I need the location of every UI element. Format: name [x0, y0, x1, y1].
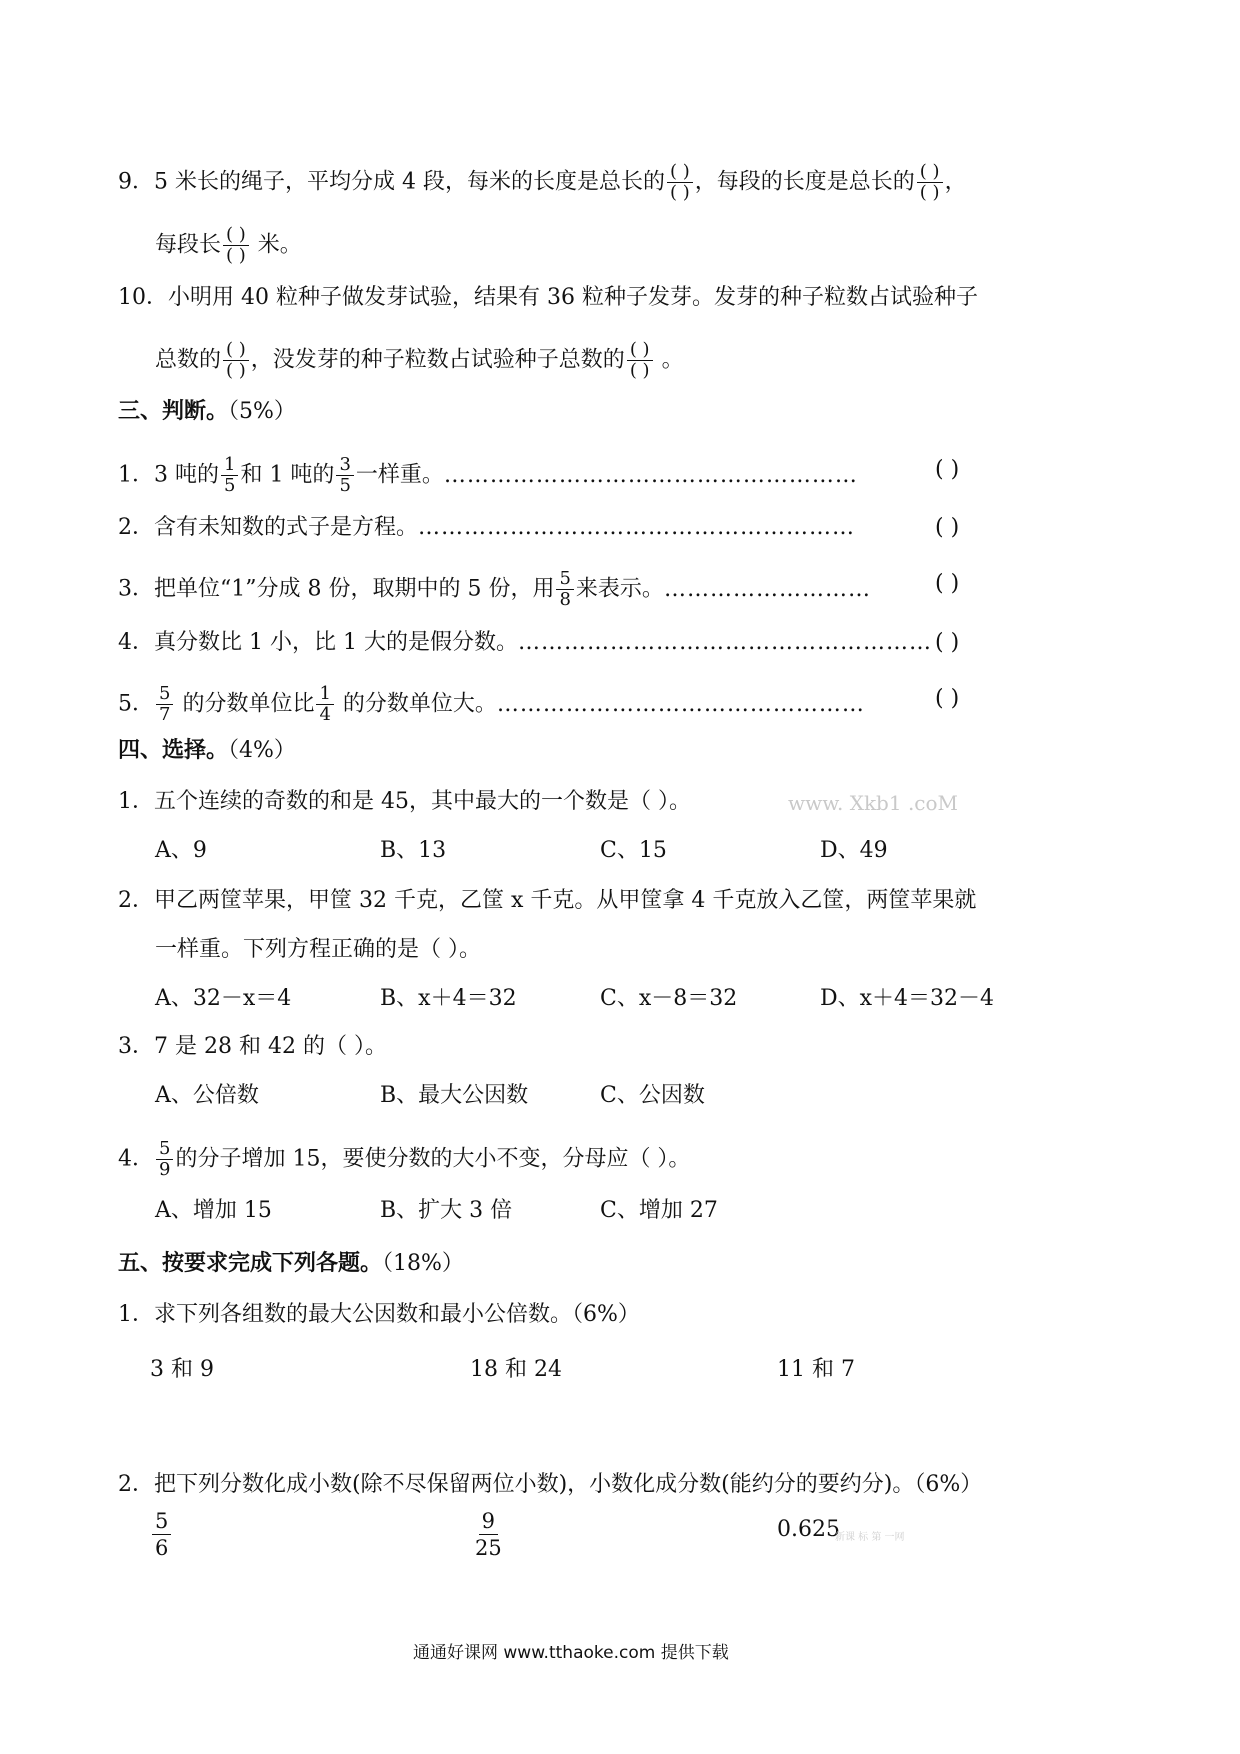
s4-q4-fraction: $\frac{5}{9}$ — [156, 1139, 173, 1180]
s3-item-5 — [118, 684, 865, 725]
s4-q2-line2: 一样重。下列方程正确的是（ ）。 — [155, 937, 481, 962]
q9-text-part2: ，每段的长度是总长的 — [694, 169, 915, 195]
s3-item-5-text-a: 的分数单位比 — [175, 691, 315, 717]
s3-item-2-number: 2． — [118, 515, 154, 540]
s3-item-1 — [118, 455, 858, 496]
watermark-small-text: 新课 标 第 一网 — [835, 1532, 905, 1543]
s3-item-1-text-b: 和 1 吨的 — [240, 462, 335, 488]
s3-item-1-text-c: 一样重。 — [355, 462, 444, 488]
q10-blank-fraction-1: $\frac{( )}{( )}$ — [223, 340, 249, 381]
s4-q1-option-b[interactable]: B、13 — [380, 838, 447, 863]
s3-item-2-text-a: 含有未知数的式子是方程。 — [154, 515, 419, 540]
s5-q1-item-1: 3 和 9 — [150, 1357, 214, 1382]
s3-item-1-leader-dots: ……………………………………………… — [443, 462, 858, 488]
q10-line1 — [118, 283, 978, 313]
section3-weight: （5%） — [228, 399, 296, 424]
q9-text-part3: ， — [944, 169, 967, 195]
q10-number: 10． — [118, 285, 168, 310]
s5-q2-fraction-2-wrap — [470, 1508, 507, 1561]
q10-text-line1: 小明用 40 粒种子做发芽试验，结果有 36 粒种子发芽。发芽的种子粒数占试验种子 — [168, 285, 978, 310]
q10-text-line2a: 总数的 — [155, 347, 222, 373]
s4-q2-number: 2． — [118, 888, 154, 913]
section4-title: 四、选择。 — [118, 737, 229, 763]
section5-weight: （18%） — [382, 1251, 464, 1276]
s3-item-2-leader-dots: ………………………………………………… — [418, 515, 856, 540]
s5-q1-item-3: 11 和 7 — [777, 1357, 855, 1382]
s4-q2-option-b[interactable]: B、x＋4＝32 — [380, 986, 517, 1011]
s4-q3-number: 3． — [118, 1034, 154, 1059]
s5-q1-number: 1． — [118, 1302, 154, 1327]
s3-item-3 — [118, 569, 871, 610]
s3-item-4-text-a: 真分数比 1 小，比 1 大的是假分数。 — [154, 630, 518, 655]
s3-item-1-fraction-2: $\frac{3}{5}$ — [336, 455, 353, 496]
watermark-text: www. Xkb1 .coM — [788, 791, 959, 815]
s5-q1 — [118, 1300, 640, 1330]
s4-q3-option-c[interactable]: C、公因数 — [600, 1083, 705, 1108]
s4-q4-option-b[interactable]: B、扩大 3 倍 — [380, 1198, 513, 1223]
s3-item-5-answer-paren[interactable]: ( ) — [935, 686, 960, 711]
s3-item-3-answer-paren[interactable]: ( ) — [935, 571, 960, 596]
s5-q1-text: 求下列各组数的最大公因数和最小公倍数。（6%） — [154, 1302, 640, 1327]
s5-q2-fraction-1-wrap — [150, 1508, 173, 1561]
s3-item-5-leader-dots: ………………………………………… — [496, 691, 865, 717]
q9-blank-fraction-1: $\frac{( )}{( )}$ — [667, 162, 693, 203]
s3-item-5-number: 5． — [118, 691, 154, 717]
q10-text-line2c: 。 — [654, 347, 684, 373]
s4-q2-line1 — [118, 886, 976, 916]
s3-item-1-fraction-1: $\frac{1}{5}$ — [221, 455, 238, 496]
s4-q4-option-c[interactable]: C、增加 27 — [600, 1198, 718, 1223]
s4-q3 — [118, 1032, 387, 1062]
s3-item-3-text-b: 来表示。 — [575, 576, 664, 602]
s3-item-3-fraction-1: $\frac{5}{8}$ — [556, 569, 573, 610]
s5-q2-decimal: 0.625 — [777, 1517, 840, 1542]
s3-item-3-text-a: 把单位“1”分成 8 份，取期中的 5 份，用 — [154, 576, 555, 602]
s4-q1-text: 五个连续的奇数的和是 45，其中最大的一个数是（ ）。 — [154, 789, 691, 814]
s5-q1-item-2: 18 和 24 — [470, 1357, 562, 1382]
s4-q2-text-line1: 甲乙两筐苹果，甲筐 32 千克，乙筐 x 千克。从甲筐拿 4 千克放入乙筐，两筐苹果就 — [154, 888, 977, 913]
s4-q3-text: 7 是 28 和 42 的（ ）。 — [154, 1034, 387, 1059]
s3-item-3-number: 3． — [118, 576, 154, 602]
q9-line1 — [118, 162, 967, 203]
s3-item-4-answer-paren[interactable]: ( ) — [935, 630, 960, 655]
section5-heading — [118, 1248, 464, 1279]
s5-q2-fraction-2: $\frac{9}{25}$ — [475, 1509, 502, 1560]
q9-text-part4: 每段长 — [155, 232, 222, 258]
s3-item-5-text-b: 的分数单位大。 — [335, 691, 497, 717]
q9-blank-fraction-2: $\frac{( )}{( )}$ — [917, 162, 943, 203]
s4-q1-option-d[interactable]: D、49 — [820, 838, 888, 863]
s3-item-1-answer-paren[interactable]: ( ) — [935, 457, 960, 482]
s4-q1 — [118, 787, 691, 817]
s4-q2-option-a[interactable]: A、32－x＝4 — [155, 986, 292, 1011]
s3-item-5-fraction-1: $\frac{5}{7}$ — [156, 684, 173, 725]
s4-q3-option-b[interactable]: B、最大公因数 — [380, 1083, 529, 1108]
s4-q1-number: 1． — [118, 789, 154, 814]
s3-item-1-text-a: 3 吨的 — [154, 462, 219, 488]
s4-q1-option-c[interactable]: C、15 — [600, 838, 667, 863]
s3-item-2 — [118, 513, 855, 543]
s3-item-1-number: 1． — [118, 462, 154, 488]
page-footer: 通通好课网 www.tthaoke.com 提供下载 — [413, 1643, 729, 1663]
s5-q2 — [118, 1470, 982, 1500]
section4-heading — [118, 735, 296, 766]
section5-title: 五、按要求完成下列各题。 — [118, 1250, 383, 1276]
q9-text-part5: 米。 — [250, 232, 302, 258]
section3-title: 三、判断。 — [118, 398, 229, 424]
s4-q2-option-c[interactable]: C、x－8＝32 — [600, 986, 738, 1011]
s4-q1-option-a[interactable]: A、9 — [155, 838, 207, 863]
s5-q2-number: 2． — [118, 1472, 154, 1497]
s3-item-4-leader-dots: ……………………………………………… — [517, 630, 932, 655]
q9-number: 9． — [118, 169, 154, 195]
s4-q4 — [118, 1139, 690, 1180]
s5-q2-text: 把下列分数化成小数(除不尽保留两位小数)，小数化成分数(能约分的要约分)。（6%） — [154, 1472, 983, 1497]
s3-item-3-leader-dots: ……………………… — [663, 576, 871, 602]
s4-q3-option-a[interactable]: A、公倍数 — [155, 1083, 259, 1108]
s3-item-5-fraction-2: $\frac{1}{4}$ — [316, 684, 333, 725]
s3-item-4 — [118, 628, 932, 658]
q9-line2 — [155, 225, 302, 266]
s5-q2-fraction-1: $\frac{5}{6}$ — [152, 1508, 171, 1561]
s4-q4-number: 4． — [118, 1146, 154, 1172]
s3-item-2-answer-paren[interactable]: ( ) — [935, 515, 960, 540]
q9-blank-fraction-3: $\frac{( )}{( )}$ — [223, 225, 249, 266]
section4-weight: （4%） — [228, 738, 296, 763]
s4-q4-option-a[interactable]: A、增加 15 — [155, 1198, 272, 1223]
s4-q2-option-d[interactable]: D、x＋4＝32－4 — [820, 986, 995, 1011]
q10-text-line2b: ，没发芽的种子粒数占试验种子总数的 — [250, 347, 625, 373]
s3-item-4-number: 4． — [118, 630, 154, 655]
section3-heading — [118, 396, 296, 427]
q10-line2 — [155, 340, 684, 381]
q9-text-part1: 5 米长的绳子，平均分成 4 段，每米的长度是总长的 — [154, 169, 665, 195]
s4-q4-text: 的分子增加 15，要使分数的大小不变，分母应（ ）。 — [175, 1146, 691, 1172]
q10-blank-fraction-2: $\frac{( )}{( )}$ — [627, 340, 653, 381]
